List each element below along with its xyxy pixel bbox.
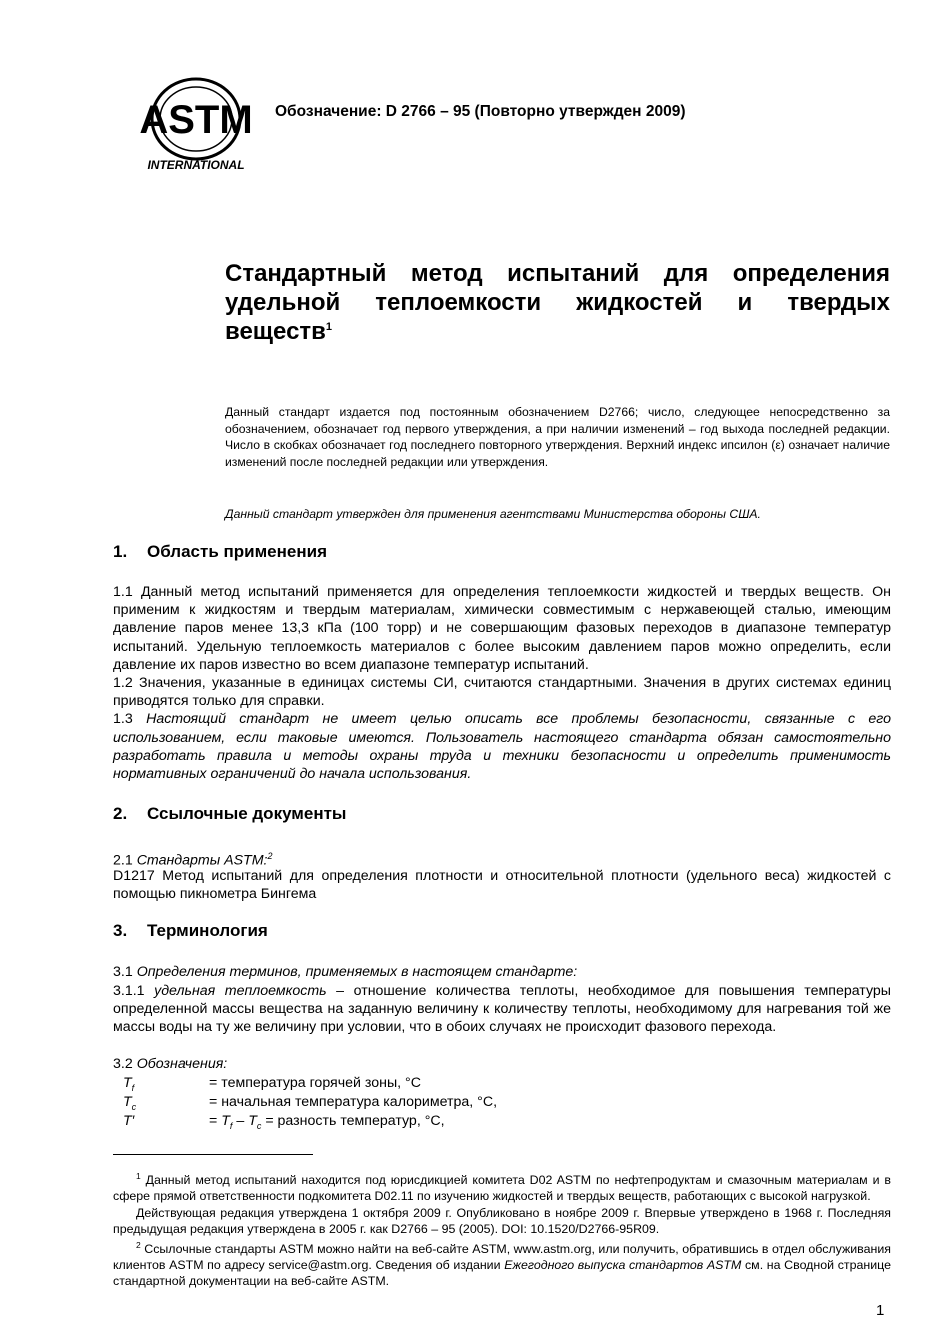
tprime-def-mid: – — [232, 1113, 249, 1129]
paragraph-2-1-text: Стандарты ASTM: — [136, 852, 268, 869]
symbol-tf-definition: = температура горячей зоны, °C — [209, 1075, 421, 1091]
section-1-heading — [113, 542, 327, 562]
footnotes — [113, 1168, 891, 1290]
section-1-number: 1. — [113, 542, 128, 561]
footnote-1-marker: 1 — [136, 1171, 141, 1181]
footnote-divider — [113, 1154, 313, 1155]
dod-approval-note: Данный стандарт утвержден для применения агентствами Министерства обороны США. — [225, 507, 761, 521]
paragraph-3-1-1-term: удельная теплоемкость — [154, 983, 327, 999]
paragraph-3-1-number: 3.1 — [113, 964, 133, 980]
section-2-title: Ссылочные документы — [147, 804, 347, 823]
section-1-title: Область применения — [147, 542, 328, 561]
section-1-body — [113, 583, 891, 783]
designation-notice: Данный стандарт издается под постоянным обозначением D2766; число, следующее непосредственно за обозначением, обозначает год первого утверждения, а при наличии изменений – год выхода последней редакции. Число в скобках обозначает год последнего повторного утверждения. Верхний индекс ипсилон (ε) означает наличие изменений после последней редакции или утверждения. — [225, 405, 890, 470]
logo-text-astm: ASTM — [140, 98, 252, 142]
paragraph-2-1-footnote-ref: 2 — [267, 851, 273, 861]
title-line-1: Стандартный метод испытаний для определения — [225, 260, 890, 287]
document-designation: Обозначение: D 2766 – 95 (Повторно утвержден 2009) — [275, 103, 686, 120]
symbol-tc-subscript: c — [131, 1101, 137, 1112]
paragraph-3-2-text: Обозначения: — [136, 1056, 228, 1072]
symbol-tc-letter: T — [123, 1094, 132, 1110]
symbol-tc — [123, 1094, 136, 1112]
title-line-3-text: веществ — [225, 318, 326, 345]
symbol-tc-definition: = начальная температура калориметра, °C, — [209, 1094, 498, 1110]
paragraph-3-2 — [113, 1055, 891, 1073]
section-2-number: 2. — [113, 804, 128, 823]
footnote-2-italic: Ежегодного выпуска стандартов ASTM — [504, 1258, 742, 1273]
section-3-number: 3. — [113, 921, 128, 940]
tprime-def-s1: f — [229, 1120, 233, 1131]
title-footnote-ref: 1 — [325, 321, 333, 333]
document-title — [225, 259, 890, 346]
footnote-2-marker: 2 — [136, 1239, 141, 1250]
symbol-tf-letter: T — [123, 1075, 132, 1091]
paragraph-2-1-number: 2.1 — [113, 852, 133, 869]
paragraph-3-1-1-text: – отношение количества теплоты, необходимое для повышения температуры определенной массы вещества на заданную величину к количеству теплоты, необходимому для нагревания той же массы воды на ту же величину при условии, что в обоих случаях не происходит фазового перехода. — [113, 983, 891, 1036]
paragraph-3-1 — [113, 963, 891, 981]
tprime-def-pre: = — [209, 1113, 222, 1129]
paragraph-1-3 — [113, 710, 891, 783]
tprime-def-t1: T — [221, 1113, 230, 1129]
footnote-1-text: Данный метод испытаний находится под юрисдикцией комитета D02 ASTM по нефтепродуктам и смазочным материалам и в сфере прямой ответственности подкомитета D02.11 по изучению жидкостей и твердых веществ, работающих с высокой нагрузкой. — [113, 1173, 891, 1204]
logo-text-international: INTERNATIONAL — [147, 158, 245, 172]
tprime-def-t2: T — [248, 1113, 257, 1129]
paragraph-3-1-1-number: 3.1.1 — [113, 983, 145, 999]
paragraph-1-1: 1.1 Данный метод испытаний применяется для определения теплоемкости жидкостей и твердых веществ. Он применим к жидкостям и твердым материалам, химически совместимым с нержавеющей сталью, имеющим давление паров менее 13,3 кПа (100 торр) и не совершающим фазовых переходов в диапазоне температур испытаний. Удельную теплоемкость материалов с более высоким давлением паров можно определить, если давление их паров известно во всем диапазоне температур испытаний. — [113, 584, 891, 673]
title-line-3 — [225, 317, 890, 346]
astm-logo — [140, 75, 252, 173]
tprime-def-post: = разность температур, °C, — [261, 1113, 445, 1129]
symbol-tf — [123, 1075, 134, 1093]
footnote-2 — [113, 1237, 891, 1290]
symbol-t-prime-definition — [209, 1113, 445, 1131]
section-2-heading — [113, 804, 346, 824]
footnote-2-text-b: см. на Сводной странице стандартной документации на веб-сайте ASTM. — [113, 1258, 891, 1289]
paragraph-3-1-text: Определения терминов, применяемых в настоящем стандарте: — [136, 964, 578, 980]
section-3-title: Терминология — [147, 921, 268, 940]
footnote-2-text-a: Ссылочные стандарты ASTM можно найти на веб-сайте ASTM, www.astm.org, или получить, обратившись в отдел обслуживания клиентов ASTM по адресу service@astm.org. Сведения об издании — [113, 1242, 891, 1273]
section-3-heading — [113, 921, 268, 941]
reference-d1217: D1217 Метод испытаний для определения плотности и относительной плотности (удельного веса) жидкостей с помощью пикнометра Бингема — [113, 868, 891, 903]
paragraph-1-2: 1.2 Значения, указанные в единицах системы СИ, считаются стандартными. Значения в других системах единиц приводятся только для справки. — [113, 675, 891, 710]
footnote-1-edition: Действующая редакция утверждена 1 октября 2009 г. Опубликовано в ноябре 2009 г. Впервые утверждено в 1968 г. Последняя предыдущая редакция утверждена в 2005 г. как D2766 – 95 (2005). DOI: 10.1520/D2766-95R09. — [113, 1205, 891, 1236]
paragraph-1-3-number: 1.3 — [113, 711, 133, 728]
symbol-tf-subscript: f — [131, 1082, 135, 1093]
page-number: 1 — [876, 1302, 885, 1319]
title-line-2: удельной теплоемкости жидкостей и твердых — [225, 289, 890, 316]
paragraph-3-2-number: 3.2 — [113, 1056, 133, 1072]
paragraph-3-1-1 — [113, 982, 891, 1037]
symbol-t-prime: T′ — [123, 1113, 135, 1129]
footnote-1 — [113, 1168, 891, 1205]
tprime-def-s2: c — [256, 1120, 262, 1131]
paragraph-1-3-text: Настоящий стандарт не имеет целью описать все проблемы безопасности, связанные с его использованием, если таковые имеются. Пользователь настоящего стандарта обязан самостоятельно разработать правила и методы охраны труда и техники безопасности и определить применимость нормативных ограничений до начала использования. — [113, 711, 892, 783]
